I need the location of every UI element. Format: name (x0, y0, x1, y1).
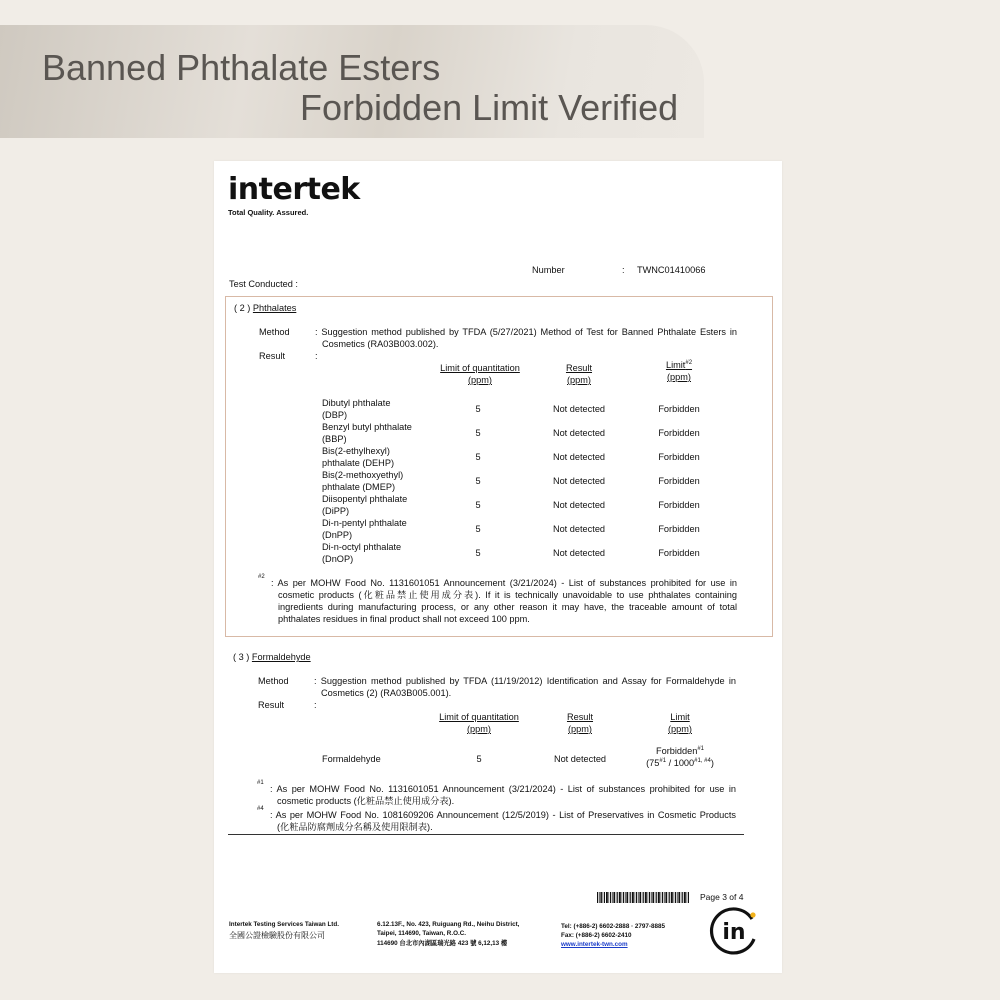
col-header-loq (430, 362, 530, 386)
result-value: Not detected (552, 476, 606, 486)
col-header-loq-line1: Limit of quantitation (440, 363, 520, 373)
logo-tagline: Total Quality. Assured. (228, 208, 309, 217)
substance-name: Diisopentyl phthalate (322, 494, 408, 504)
telephone: Tel: (+886-2) 6602-2888 · 2797-8885 (561, 923, 666, 930)
banner-title-line2: Forbidden Limit Verified (300, 87, 679, 128)
col-header-limit (644, 359, 714, 383)
substance-name-2: phthalate (DMEP) (322, 482, 396, 492)
barcode-icon (597, 892, 689, 903)
substance-name: Di-n-octyl phthalate (322, 542, 402, 552)
limit-value (630, 745, 730, 769)
limit-line1 (630, 745, 730, 757)
col-header-limit-line1: Limit (670, 712, 690, 722)
result-value: Not detected (553, 754, 607, 764)
col-header-loq (429, 711, 529, 735)
number-colon: : (622, 265, 625, 275)
fax: Fax: (+886-2) 6602-2410 (561, 932, 632, 939)
col-header-limit-word: Limit (665, 360, 686, 370)
limit-value: Forbidden (658, 476, 700, 486)
substance-name: Di-n-pentyl phthalate (322, 518, 407, 528)
substance-name: Benzyl butyl phthalate (322, 422, 412, 432)
substance-name-2: (DnOP) (322, 554, 354, 564)
substance-name-2: phthalate (DEHP) (322, 458, 395, 468)
loq-value: 5 (475, 524, 481, 534)
loq-value: 5 (476, 754, 482, 764)
table-row (322, 541, 401, 565)
result-value: Not detected (552, 452, 606, 462)
page-number: Page 3 of 4 (700, 892, 744, 902)
section-number: ( 3 ) (233, 652, 250, 662)
substance-name-2: (DiPP) (322, 506, 350, 516)
intertek-logo (228, 173, 360, 219)
col-header-limit-sup: #2 (685, 359, 693, 366)
col-header-result-line1: Result (566, 712, 594, 722)
section-title: Formaldehyde (251, 652, 311, 662)
col-header-limit (645, 711, 715, 735)
limit-word: Forbidden (655, 746, 698, 756)
website-link[interactable]: www.intertek-twn.com (561, 941, 628, 948)
test-report-page: intertek Total Quality. Assured. Number : TWNC01410066 Test Conducted : ( 2 ) Phthalates Method : Suggestion method published by TFDA (5/27/2021) Method of Test for Banned Phthalate Esters in Cosmetics (RA03B003.002). Result : Limit of quantitation (ppm) Result (ppm) Limit$^{\#2}$ (ppm) Dibutyl phthalate (DBP) 5 Not detected Forbidden Benzyl butyl phthalate (BBP) 5 Not detected Forbidden Bis(2-ethylhexyl) phthalate (DEHP) 5 Not detected Forbidden Bis(2-methoxyethyl) phthalate (DMEP) 5 Not detected Forbidden Diisopentyl phthalate (DiPP) 5 Not detected Forbidden Di-n-pentyl phthalate (DnPP) 5 Not detected Forbidden Di-n-octyl phthalate (DnOP) 5 Not detected Forbidden #2 : As per MOHW Food No. 1131601051 Announcement (3/21/2024) - List of substances prohibited for use in cosmetic products (化粧品禁止使用成分表). If it is technically unavoidable to use phthalates containing ingredients during manufacturing process, or any other reason it may have, the traceable amount of total phthalates residues in final product shall not exceed 100 ppm. ( 3 ) Formaldehyde Method : Suggestion method published by TFDA (11/19/2012) Identification and Assay for Formaldehyde in Cosmetics (2) (RA03B005.001). Result : Limit of quantitation (ppm) Result (ppm) Limit (ppm) Formaldehyde 5 Not detected Forbidden$^{\#1}$ $(75^{\#1} / 1000^{\#1, \#4})$ #1 : As per MOHW Food No. 1131601051 Announcement (3/21/2024) - List of substances prohibited for use in cosmetic products (化粧品禁止使用成分表). #4 : As per MOHW Food No. 1081609206 Announcement (12/5/2019) - List of Preservatives in Cosmetic Products (化粧品防腐劑成分名稱及使用限制表). Page 3 of 4 Intertek Testing Services Taiwan Ltd. 全國公證檢驗股份有限公司 6.12.13F., No. 423, Ruiguang Rd., Neihu District, Taipei, 114690, Taiwan, R.O.C. 114690 台北市內湖區瑞光路 423 號 6,12,13 樓 Tel: (+886-2) 6602-2888 · 2797-8885 Fax: (+886-2) 6602-2410 www.intertek-twn.com in (214, 161, 782, 973)
address-line1: 6.12.13F., No. 423, Ruiguang Rd., Neihu District, (377, 921, 520, 928)
limit-part-b-sup: #1, #4 (694, 757, 711, 764)
col-header-result-line2: (ppm) (567, 375, 591, 385)
limit-value: Forbidden (658, 500, 700, 510)
col-header-limit-line2: (ppm) (668, 724, 692, 734)
substance-name-2: (DBP) (322, 410, 348, 420)
substance-name: Formaldehyde (322, 754, 381, 764)
table-row (322, 517, 407, 541)
result-label: Result (259, 351, 286, 361)
col-header-loq-line2: (ppm) (468, 375, 492, 385)
number-label: Number (532, 265, 565, 275)
section-title: Phthalates (252, 303, 297, 313)
result-value: Not detected (552, 524, 606, 534)
table-row (322, 469, 403, 493)
limit-value: Forbidden (658, 404, 700, 414)
result-colon: : (314, 700, 317, 710)
loq-value: 5 (475, 548, 481, 558)
result-value: Not detected (552, 548, 606, 558)
loq-value: 5 (475, 500, 481, 510)
loq-value: 5 (475, 428, 481, 438)
method-label: Method (258, 676, 289, 686)
result-value: Not detected (552, 428, 606, 438)
table-row (322, 421, 412, 445)
limit-part-a-sup: #1 (659, 757, 667, 764)
test-conducted-label: Test Conducted : (229, 279, 298, 289)
address-line2: Taipei, 114690, Taiwan, R.O.C. (377, 930, 467, 937)
method-text: : Suggestion method published by TFDA (11/19/2012) Identification and Assay for Formaldehyde in Cosmetics (2) (RA03B005.001). (314, 676, 736, 698)
section-number: ( 2 ) (234, 303, 251, 313)
divider-line (228, 834, 744, 835)
loq-value: 5 (475, 476, 481, 486)
loq-value: 5 (475, 404, 481, 414)
limit-sup: #1 (697, 745, 705, 752)
limit-value: Forbidden (658, 524, 700, 534)
limit-line2 (630, 757, 730, 769)
limit-value: Forbidden (658, 452, 700, 462)
table-row (322, 397, 390, 421)
limit-part-a: (75 (646, 758, 660, 768)
banner-title-line1: Banned Phthalate Esters (42, 47, 441, 88)
table-row (322, 445, 394, 469)
col-header-result-line2: (ppm) (568, 724, 592, 734)
section-heading-phthalates (234, 302, 296, 314)
substance-name: Bis(2-ethylhexyl) (322, 446, 390, 456)
company-name-zh: 全國公證檢驗股份有限公司 (229, 931, 325, 940)
footnote-text: : As per MOHW Food No. 1131601051 Announcement (3/21/2024) - List of substances prohibited for use in cosmetic products (化粧品禁止使用成分表). If it is technically unavoidable to use phthalates containing ingredients during manufacturing process, or any other reason it may have, the traceable amount of total phthalates residues in final product shall not exceed 100 ppm. (271, 578, 737, 624)
section-heading-formaldehyde (233, 651, 311, 663)
address-line3: 114690 台北市內湖區瑞光路 423 號 6,12,13 樓 (377, 940, 508, 947)
limit-value: Forbidden (658, 548, 700, 558)
col-header-loq-line1: Limit of quantitation (439, 712, 519, 722)
substance-name-2: (DnPP) (322, 530, 353, 540)
limit-part-b: / 1000 (666, 758, 695, 768)
result-value: Not detected (552, 404, 606, 414)
company-name-en: Intertek Testing Services Taiwan Ltd. (229, 921, 339, 928)
phthalates-section: ( 2 ) Phthalates Method : Suggestion method published by TFDA (5/27/2021) Method of Test for Banned Phthalate Esters in Cosmetics (RA03B003.002). Result : Limit of quantitation (ppm) Result (ppm) Limit$^{\#2}$ (ppm) Dibutyl phthalate (DBP) 5 Not detected Forbidden Benzyl butyl phthalate (BBP) 5 Not detected Forbidden Bis(2-ethylhexyl) phthalate (DEHP) 5 Not detected Forbidden Bis(2-methoxyethyl) phthalate (DMEP) 5 Not detected Forbidden Diisopentyl phthalate (DiPP) 5 Not detected Forbidden Di-n-pentyl phthalate (DnPP) 5 Not detected Forbidden Di-n-octyl phthalate (DnOP) 5 Not detected Forbidden #2 : As per MOHW Food No. 1131601051 Announcement (3/21/2024) - List of substances prohibited for use in cosmetic products (化粧品禁止使用成分表). If it is technically unavoidable to use phthalates containing ingredients during manufacturing process, or any other reason it may have, the traceable amount of total phthalates residues in final product shall not exceed 100 ppm. (225, 296, 773, 637)
method-text: : Suggestion method published by TFDA (5/27/2021) Method of Test for Banned Phthalate Esters in Cosmetics (RA03B003.002). (315, 327, 737, 349)
in-logo-text: in (722, 920, 746, 945)
report-number: TWNC01410066 (637, 265, 706, 275)
footnote-text: : As per MOHW Food No. 1081609206 Announcement (12/5/2019) - List of Preservatives in Cosmetic Products (化粧品防腐劑成分名稱及使用限制表). (270, 810, 736, 832)
result-value: Not detected (552, 500, 606, 510)
substance-name: Dibutyl phthalate (322, 398, 391, 408)
result-colon: : (315, 351, 318, 361)
col-header-result-line1: Result (565, 363, 593, 373)
col-header-result (545, 711, 615, 735)
title-banner (0, 25, 704, 138)
result-label: Result (258, 700, 285, 710)
table-row (322, 493, 407, 517)
method-label: Method (259, 327, 290, 337)
col-header-limit-line1 (644, 359, 714, 371)
substance-name-2: (BBP) (322, 434, 347, 444)
col-header-loq-line2: (ppm) (467, 724, 491, 734)
substance-name: Bis(2-methoxyethyl) (322, 470, 404, 480)
intertek-circle-logo-icon (708, 905, 760, 957)
col-header-limit-line2: (ppm) (667, 372, 691, 382)
limit-part-c: ) (710, 758, 714, 768)
col-header-result (544, 362, 614, 386)
limit-value: Forbidden (658, 428, 700, 438)
footnote-text: : As per MOHW Food No. 1131601051 Announcement (3/21/2024) - List of substances prohibited for use in cosmetic products (化粧品禁止使用成分表). (270, 784, 736, 806)
loq-value: 5 (475, 452, 481, 462)
logo-wordmark: intertek (228, 172, 360, 207)
